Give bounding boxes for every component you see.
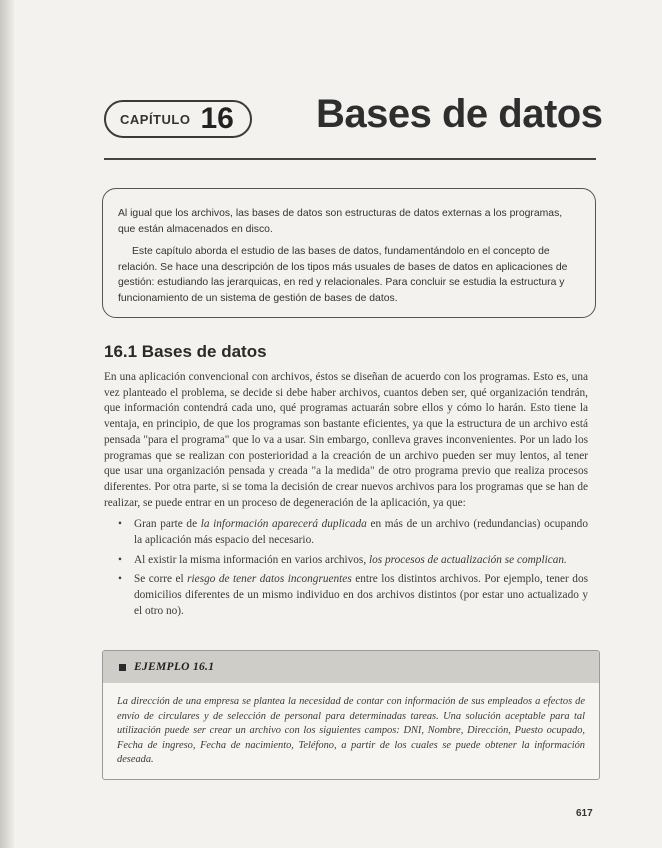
bullet-item: • Al existir la misma información en varios archivos, los procesos de actualización se complican. <box>104 553 588 569</box>
example-text: La dirección de una empresa se plantea la necesidad de contar con información de sus empleados a efectos de envío de circulares y de selección de personal para determinadas tareas. Una solución aceptable para tal utilización puede ser crear un archivo con los siguientes campos: DNI, Nombre, Dirección, Puesto ocupado, Fecha de ingreso, Fecha de nacimiento, Teléfono, a partir de los cuales se puede obtener la información deseada. <box>117 696 585 765</box>
bullet-item: • Gran parte de la información aparecerá duplicada en más de un archivo (redundancias) ocupando la aplicación más espacio del necesario. <box>104 517 588 548</box>
chapter-badge <box>104 100 252 138</box>
emphasis-text: la información aparecerá duplicada <box>200 518 367 531</box>
square-bullet-icon <box>119 664 126 671</box>
chapter-header <box>0 0 662 170</box>
title-divider <box>104 158 596 160</box>
bullet-list <box>104 517 588 619</box>
bullet-item: • Se corre el riesgo de tener datos incongruentes entre los distintos archivos. Por ejemplo, tener dos domicilios diferentes de un mismo individuo en dos archivos distintos (por estar uno actualizado y el otro no). <box>104 572 588 619</box>
chapter-intro <box>118 206 580 313</box>
section-body <box>104 370 588 624</box>
intro-paragraph: Este capítulo aborda el estudio de las bases de datos, fundamentándolo en el concepto de relación. Se hace una descripción de los tipos más usuales de bases de datos en aplicaciones de gestión: estudiando las jerarquicas, en red y relacionales. Para concluir se estudia la estructura y funcionamiento de un sistema de gestión de bases de datos. <box>118 246 568 304</box>
chapter-label: CAPÍTULO <box>120 111 191 127</box>
emphasis-text: los procesos de actualización se complican. <box>368 553 567 566</box>
body-paragraph: En una aplicación convencional con archivos, éstos se diseñan de acuerdo con los programas. Esto es, una vez planteado el problema, se decide si debe haber archivos, cuantos deben ser, qué organización tendrán, que información contendrá cada uno, qué programas actuarán sobre ellos y cómo lo harán. Esto tiene la ventaja, en principio, de que los programas son bastante eficientes, ya que la estructura de un archivo está pensada "para el programa" que lo va a usar. Sin embargo, conlleva graves inconvenientes. Por un lado los programas que se realizan con posterioridad a la creación de un archivo pueden ser muy lentos, al tener que usar una organización pensada y creada "a la medida" de otro programa previo que realiza procesos diferentes. Por otra parte, si se toma la decisión de crear nuevos archivos para los programas que se han de realizar, se puede entrar en un proceso de degeneración de la aplicación, ya que: <box>104 371 588 509</box>
page-number: 617 <box>576 808 593 819</box>
section-heading: 16.1 Bases de datos <box>104 342 267 361</box>
chapter-title: Bases de datos <box>316 92 603 136</box>
example-box <box>102 650 600 780</box>
example-header <box>103 651 599 683</box>
example-label: EJEMPLO 16.1 <box>134 661 215 673</box>
chapter-number: 16 <box>200 102 234 135</box>
intro-paragraph: Al igual que los archivos, las bases de datos son estructuras de datos externas a los programas, que están almacenados en disco. <box>118 208 563 235</box>
emphasis-text: riesgo de tener datos incongruentes <box>187 573 352 586</box>
